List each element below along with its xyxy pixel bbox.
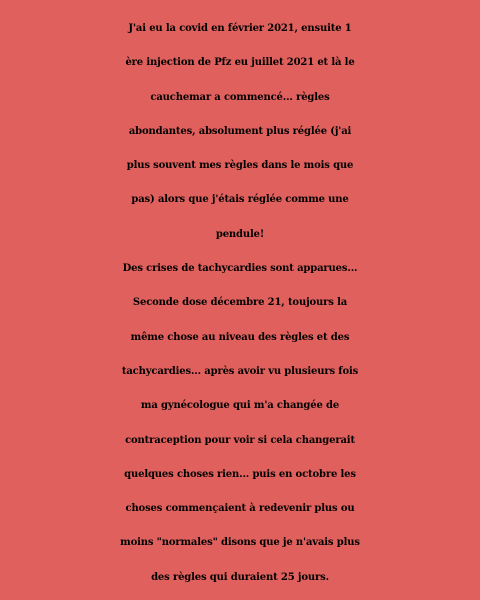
text-line: moins "normales" disons que je n'avais plus: [120, 537, 360, 549]
text-line: des règles qui duraient 25 jours.: [151, 571, 329, 583]
text-line: choses commençaient à redevenir plus ou: [125, 503, 355, 515]
text-line: Seconde dose décembre 21, toujours la: [132, 297, 348, 309]
text-line: quelques choses rien... puis en octobre les: [124, 468, 356, 480]
text-line: Des crises de tachycardies sont apparues...: [122, 263, 358, 275]
testimony-text: [0, 12, 480, 595]
text-line: même chose au niveau des règles et des: [130, 331, 350, 343]
text-line: tachycardies... après avoir vu plusieurs fois: [121, 365, 359, 377]
text-line: cauchemar a commencé... règles: [150, 91, 330, 103]
text-line: abondantes, absolument plus réglée (j'ai: [128, 125, 352, 137]
text-line: plus souvent mes règles dans le mois que: [126, 160, 354, 172]
text-line: pas) alors que j'étais réglée comme une: [131, 194, 349, 206]
text-line: ma gynécologue qui m'a changée de: [140, 400, 340, 412]
text-line: contraception pour voir si cela changerait: [125, 434, 355, 446]
text-line: ère injection de Pfz eu juillet 2021 et là le: [125, 57, 355, 69]
text-line: pendule!: [215, 228, 265, 240]
text-line: J'ai eu la covid en février 2021, ensuite 1: [128, 23, 352, 34]
